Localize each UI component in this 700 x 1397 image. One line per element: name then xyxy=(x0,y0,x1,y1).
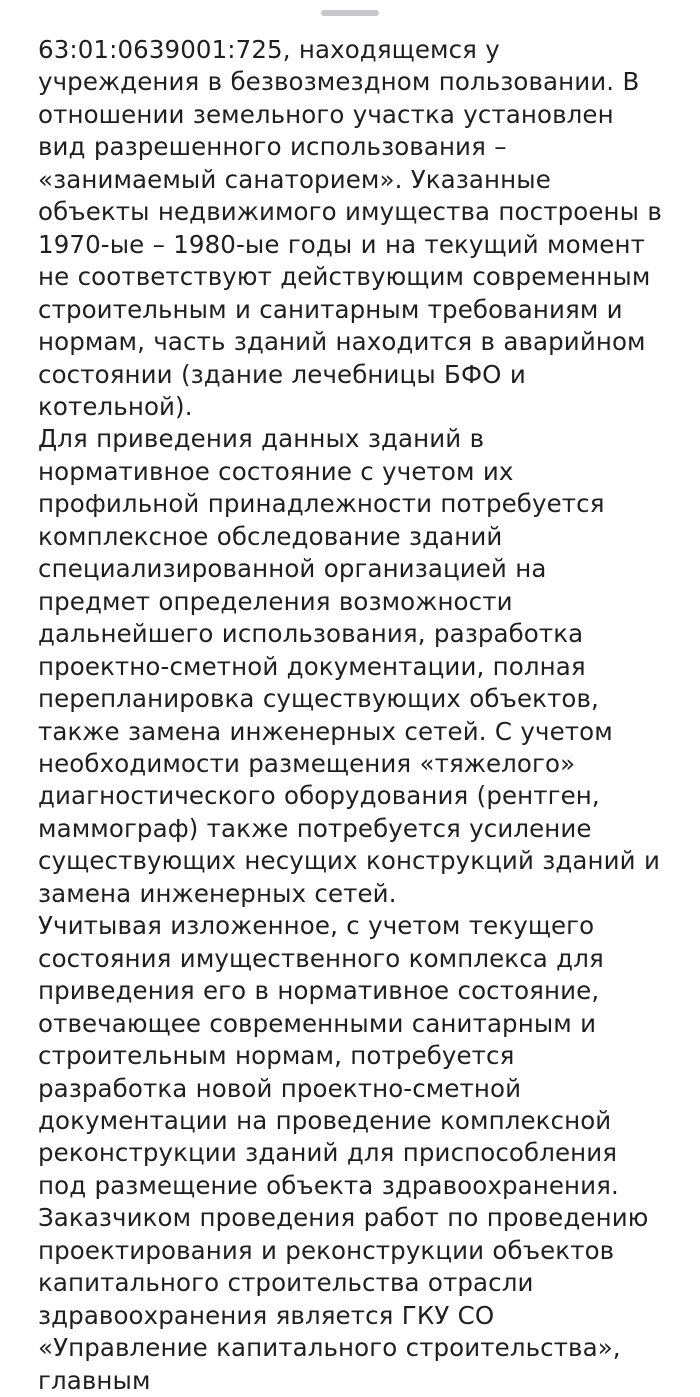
paragraph: Для приведения данных зданий в нормативное состояние с учетом их профильной принадлежности потребуется комплексное обследование зданий специализированной организацией на предмет определения возможности дальнейшего использования, разработка проектно-сметной документации, полная перепланировка существующих объектов, также замена инженерных сетей. С учетом необходимости размещения «тяжелого» диагностического оборудования (рентген, маммограф) также потребуется усиление существующих несущих конструкций зданий и замена инженерных сетей. xyxy=(38,424,661,908)
paragraph: 63:01:0639001:725, находящемся у учреждения в безвозмездном пользовании. В отношении земельного участка установлен вид разрешенного использования – «занимаемый санаторием». Указанные объекты недвижимого имущества построены в 1970-ые – 1980-ые годы и на текущий момент не соответствуют действующим современным строительным и санитарным требованиям и нормам, часть зданий находится в аварийном состоянии (здание лечебницы БФО и котельной). xyxy=(38,35,662,421)
drag-handle-icon[interactable] xyxy=(321,10,379,16)
sheet-grabber-area[interactable] xyxy=(0,0,700,26)
paragraph: Учитывая изложенное, с учетом текущего состояния имущественного комплекса для приведения его в нормативное состояние, отвечающее современными санитарным и строительным нормам, потребуется разработка новой проектно-сметной документации на проведение комплексной реконструкции зданий для приспособления под размещение объекта здравоохранения. xyxy=(38,911,619,1200)
paragraph: Заказчиком проведения работ по проведению проектирования и реконструкции объектов капитального строительства отрасли здравоохранения является ГКУ СО «Управление капитального строительства», главным xyxy=(38,1203,649,1395)
document-text-body xyxy=(0,26,700,1397)
